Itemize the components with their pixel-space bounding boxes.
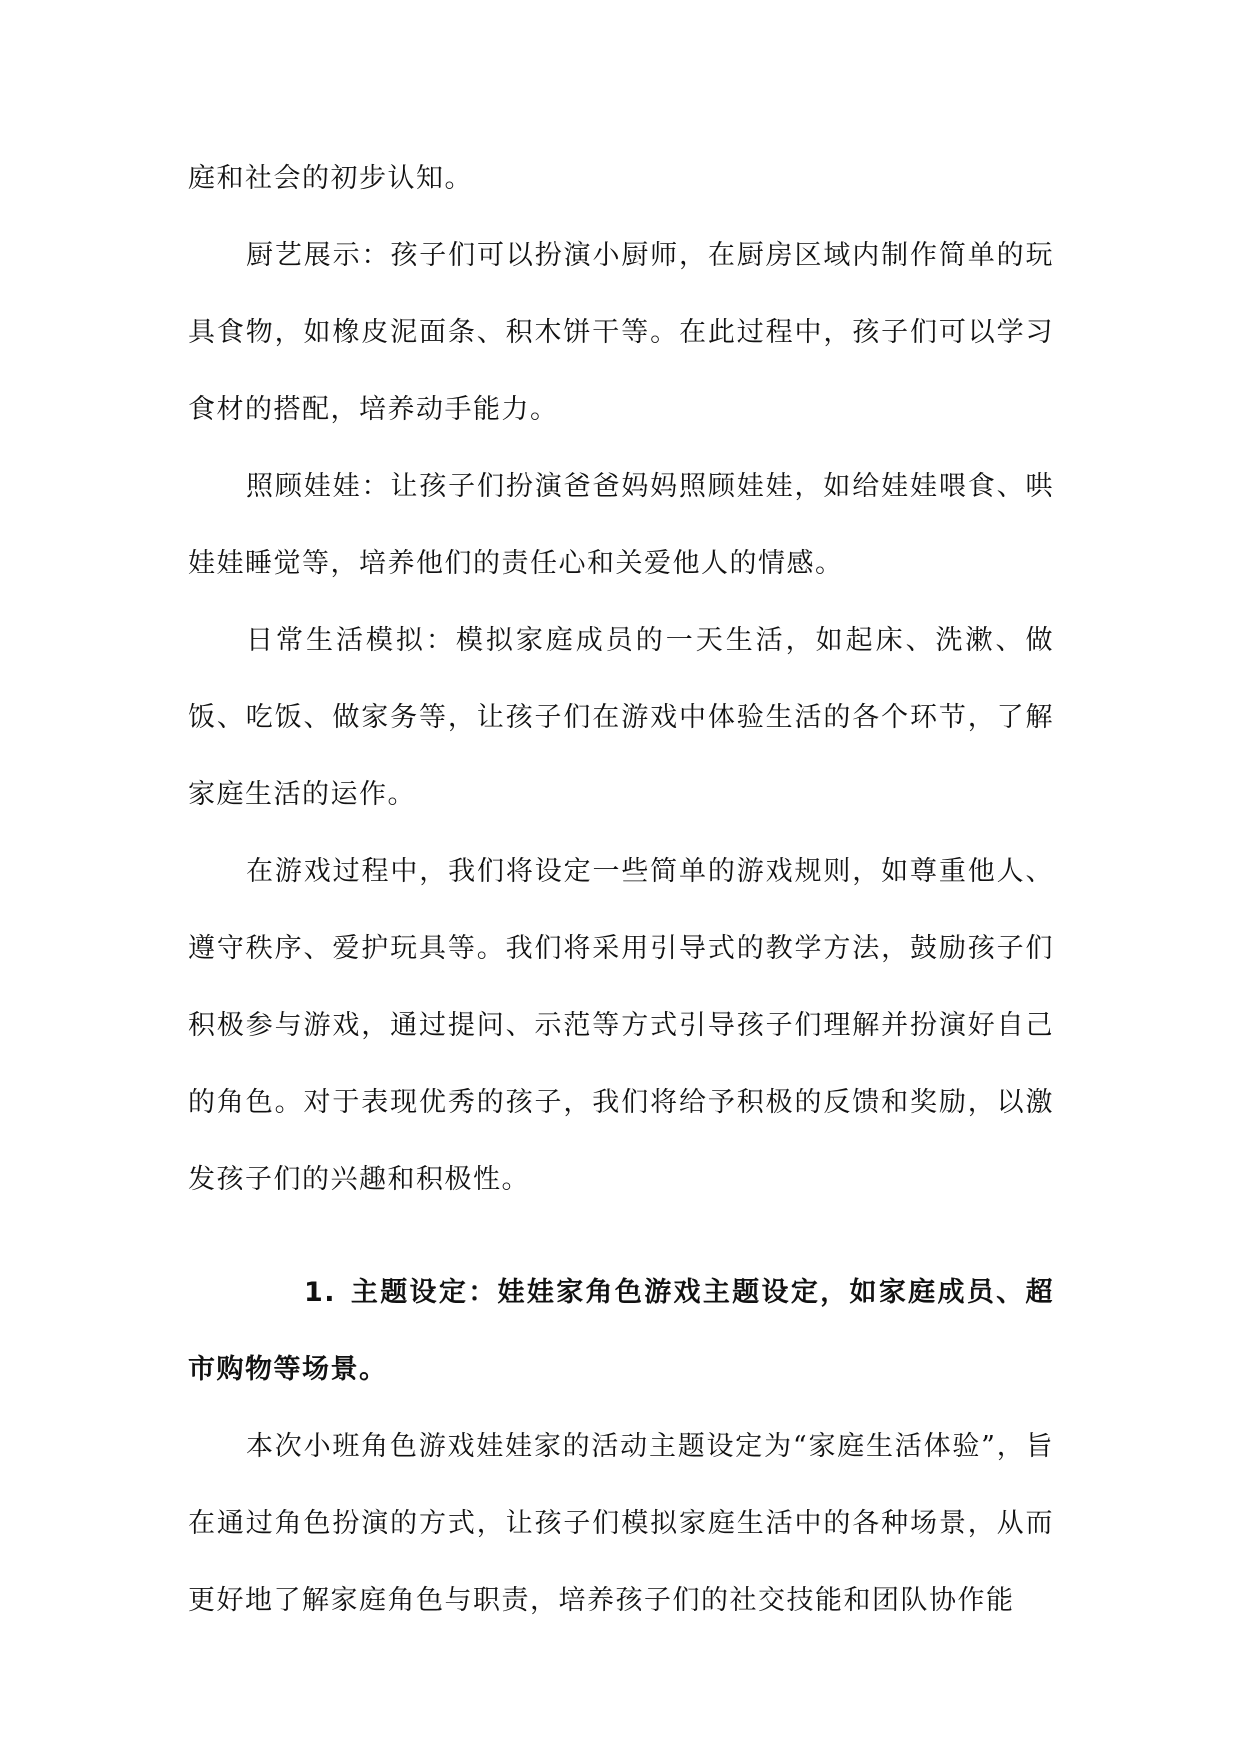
- paragraph-continuation: 庭和社会的初步认知。: [188, 163, 473, 194]
- section-heading-text: 主题设定：娃娃家角色游戏主题设定，如家庭成员、超市购物等场景。: [188, 1277, 1054, 1385]
- paragraph-cooking-show: 厨艺展示：孩子们可以扮演小厨师，在厨房区域内制作简单的玩具食物，如橡皮泥面条、积木饼干等。在此过程中，孩子们可以学习食材的搭配，培养动手能力。: [188, 240, 1054, 425]
- paragraph-game-rules: 在游戏过程中，我们将设定一些简单的游戏规则，如尊重他人、遵守秩序、爱护玩具等。我们将采用引导式的教学方法，鼓励孩子们积极参与游戏，通过提问、示范等方式引导孩子们理解并扮演好自己的角色。对于表现优秀的孩子，我们将给予积极的反馈和奖励，以激发孩子们的兴趣和积极性。: [188, 856, 1054, 1195]
- paragraph-doll-care: 照顾娃娃：让孩子们扮演爸爸妈妈照顾娃娃，如给娃娃喂食、哄娃娃睡觉等，培养他们的责任心和关爱他人的情感。: [188, 471, 1054, 579]
- paragraph-daily-life: 日常生活模拟：模拟家庭成员的一天生活，如起床、洗漱、做饭、吃饭、做家务等，让孩子们在游戏中体验生活的各个环节，了解家庭生活的运作。: [188, 625, 1054, 810]
- paragraph-theme-description: 本次小班角色游戏娃娃家的活动主题设定为“家庭生活体验”，旨在通过角色扮演的方式，让孩子们模拟家庭生活中的各种场景，从而更好地了解家庭角色与职责，培养孩子们的社交技能和团队协作能: [188, 1431, 1054, 1616]
- section-heading: [188, 1254, 1054, 1408]
- document-body: [188, 140, 1054, 1639]
- section-heading-number: 1.: [304, 1277, 337, 1308]
